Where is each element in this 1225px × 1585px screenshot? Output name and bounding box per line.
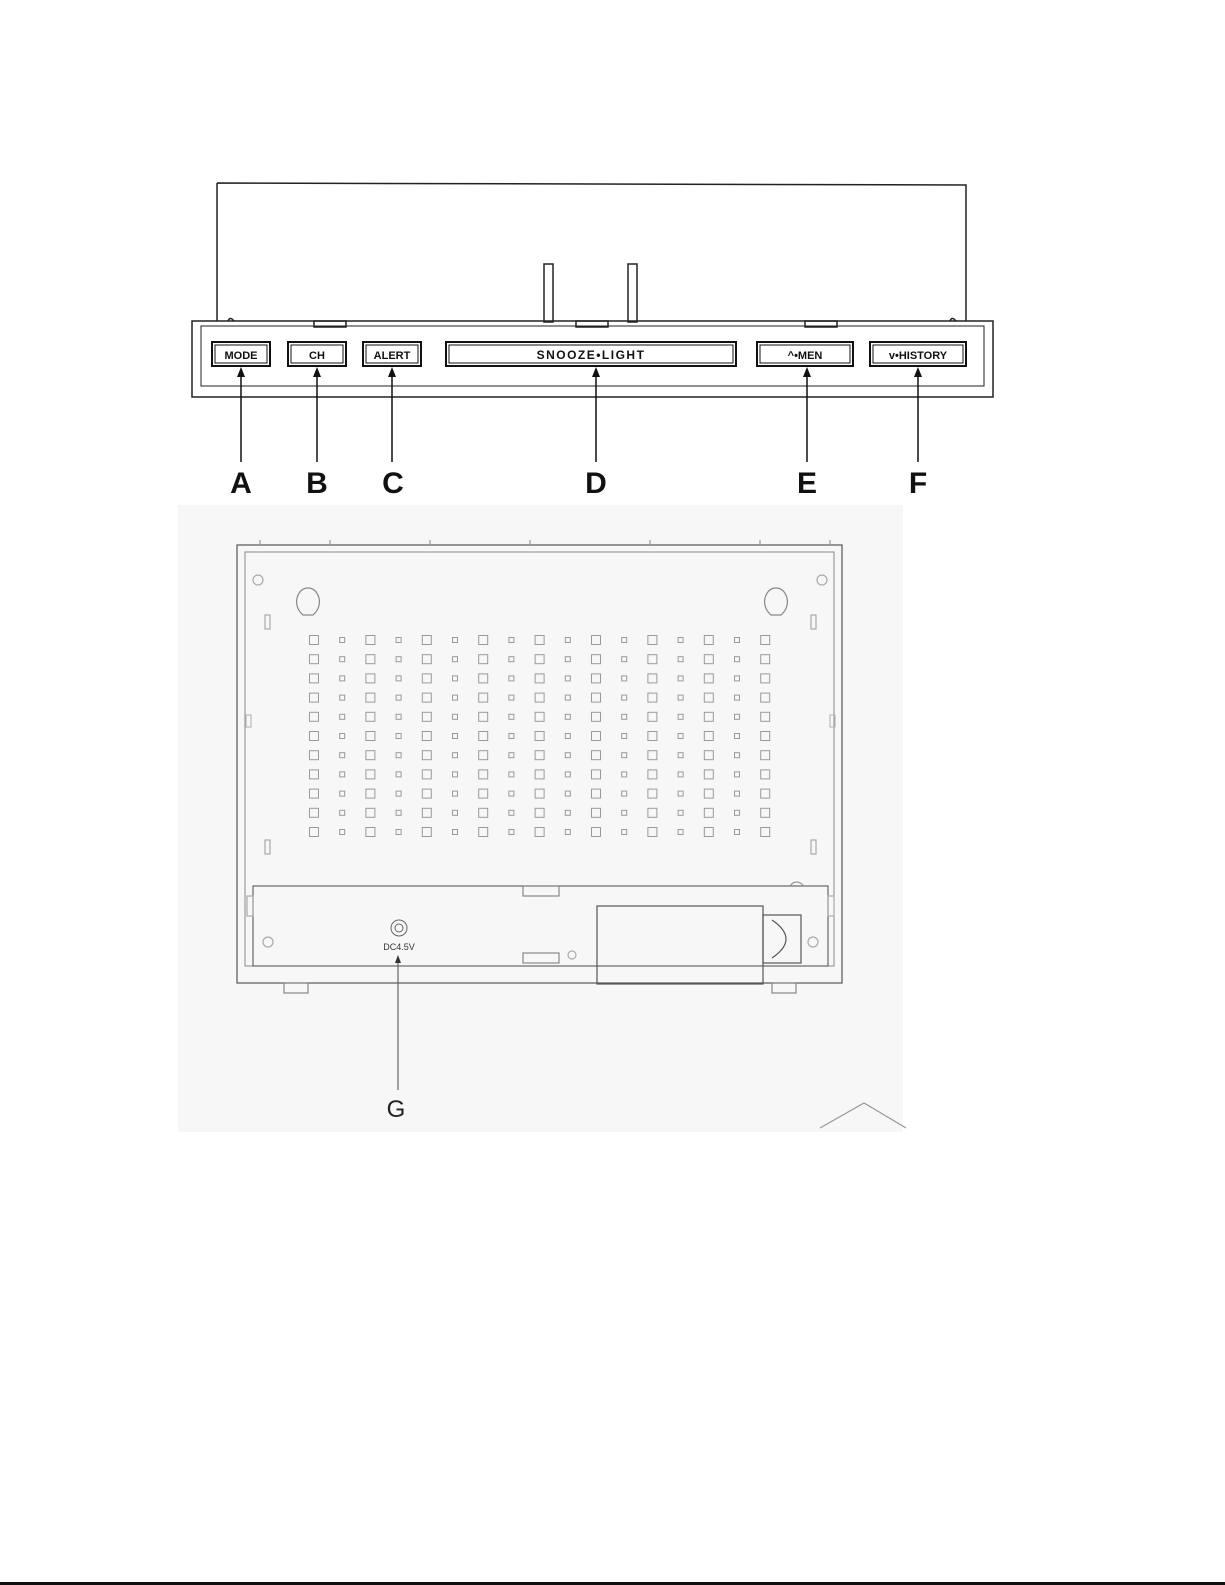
- button-row: [212, 342, 966, 366]
- down-history-button-label: v•HISTORY: [888, 350, 948, 362]
- ch-button-label: CH: [309, 350, 325, 362]
- leader-line-d: [592, 367, 600, 462]
- up-men-button[interactable]: [757, 342, 853, 366]
- callout-a: A: [230, 467, 252, 500]
- leader-lines-top: [237, 367, 922, 462]
- leader-line-b: [313, 367, 321, 462]
- callout-c: C: [382, 467, 404, 500]
- callout-d: D: [585, 467, 607, 500]
- ch-button[interactable]: [288, 342, 346, 366]
- callout-letters: [230, 467, 927, 500]
- snooze-light-button-label: SNOOZE•LIGHT: [536, 348, 646, 362]
- stand-post-left: [544, 264, 553, 322]
- leader-line-a: [237, 367, 245, 462]
- top-view: [192, 183, 993, 397]
- leader-line-e: [803, 367, 811, 462]
- leader-line-f: [914, 367, 922, 462]
- leader-line-c: [388, 367, 396, 462]
- snooze-light-button[interactable]: [446, 342, 736, 366]
- back-view-background: [178, 505, 903, 1132]
- callout-g: G: [386, 1096, 406, 1123]
- down-history-button[interactable]: [870, 342, 966, 366]
- alert-button[interactable]: [363, 342, 421, 366]
- stand-post-right: [628, 264, 637, 322]
- callout-f: F: [908, 467, 928, 500]
- alert-button-label: ALERT: [373, 350, 411, 362]
- up-men-button-label: ^•MEN: [787, 350, 823, 362]
- callout-b: B: [306, 467, 328, 500]
- dc-jack-label: DC4.5V: [383, 942, 415, 952]
- callout-e: E: [796, 467, 818, 500]
- mode-button[interactable]: [212, 342, 270, 366]
- mode-button-label: MODE: [224, 350, 258, 362]
- device-back-panel: [217, 183, 966, 321]
